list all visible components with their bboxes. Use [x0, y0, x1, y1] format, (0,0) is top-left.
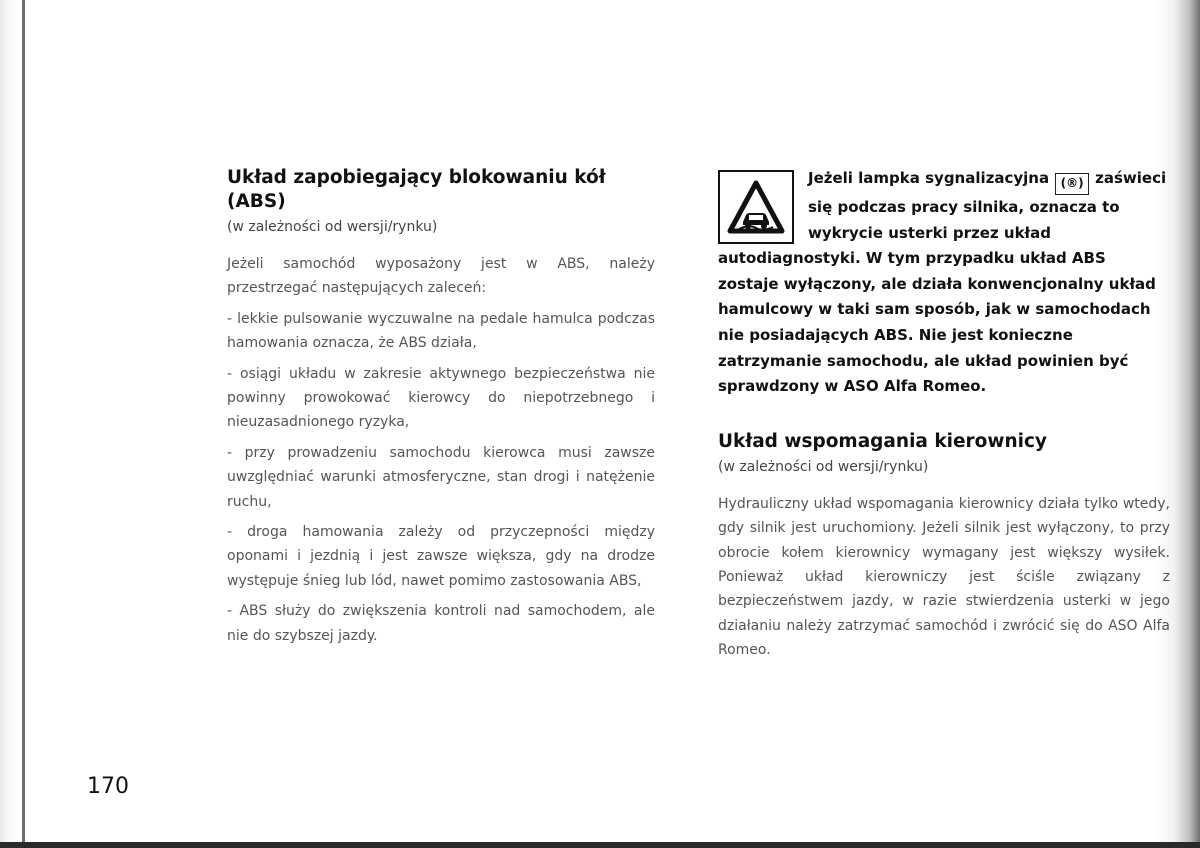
- abs-section: [227, 166, 655, 654]
- abs-lamp-icon: (®): [1055, 173, 1089, 195]
- abs-item-3: - przy prowadzeniu samochodu kierowca musi zawsze uwzględniać warunki atmosferyczne, stan drogi i natężenie ruchu,: [227, 444, 655, 510]
- steering-title: Układ wspomagania kierownicy: [718, 430, 1047, 452]
- warning-triangle-car-icon: [718, 170, 794, 244]
- abs-item-4: - droga hamowania zależy od przyczepności między oponami i jezdnią i jest zawsze większa, gdy na drodze występuje śnieg lub lód, nawet pomimo zastosowania ABS,: [227, 524, 655, 589]
- right-column: [718, 166, 1170, 669]
- page-left-edge: [0, 0, 34, 848]
- steering-subtitle: (w zależności od wersji/rynku): [718, 458, 929, 475]
- binding-line: [22, 0, 25, 848]
- page-bottom-edge: [0, 842, 1200, 848]
- abs-warning: [718, 166, 1170, 400]
- abs-title: Układ zapobiegający blokowaniu kół (ABS): [227, 167, 606, 212]
- steering-body: Hydrauliczny układ wspomagania kierownicy działa tylko wtedy, gdy silnik jest uruchomiony. Jeżeli silnik jest wyłączony, to przy obrocie kołem kierownicy wymagany jest większy wysiłek. Ponieważ układ kierowniczy jest ściśle związany z bezpieczeństwem jazdy, w razie stwierdzenia usterki w jego działaniu należy zatrzymać samochód i zwrócić się do ASO Alfa Romeo.: [718, 495, 1170, 659]
- abs-item-1: - lekkie pulsowanie wyczuwalne na pedale hamulca podczas hamowania oznacza, że ABS działa,: [227, 310, 655, 352]
- page-number: 170: [87, 774, 129, 799]
- abs-subtitle: (w zależności od wersji/rynku): [227, 219, 438, 235]
- warning-text-before: Jeżeli lampka sygnalizacyjna: [808, 169, 1050, 187]
- abs-item-5: - ABS służy do zwiększenia kontroli nad samochodem, ale nie do szybszej jazdy.: [227, 603, 655, 644]
- abs-item-2: - osiągi układu w zakresie aktywnego bezpieczeństwa nie powinny prowokować kierowcy do niepotrzebnego i nieuzasadnionego ryzyka,: [227, 365, 655, 431]
- abs-intro: Jeżeli samochód wyposażony jest w ABS, należy przestrzegać następujących zaleceń:: [227, 256, 655, 297]
- warning-text-after: zaświeci się podczas pracy silnika, oznacza to wykrycie usterki przez układ autodiagnostyki. W tym przypadku układ ABS zostaje wyłączony, ale działa konwencjonalny układ hamulcowy w taki sam sposób, jak w samochodach nie posiadających ABS. Nie jest konieczne zatrzymanie samochodu, ale układ powinien być sprawdzony w ASO Alfa Romeo.: [718, 169, 1167, 396]
